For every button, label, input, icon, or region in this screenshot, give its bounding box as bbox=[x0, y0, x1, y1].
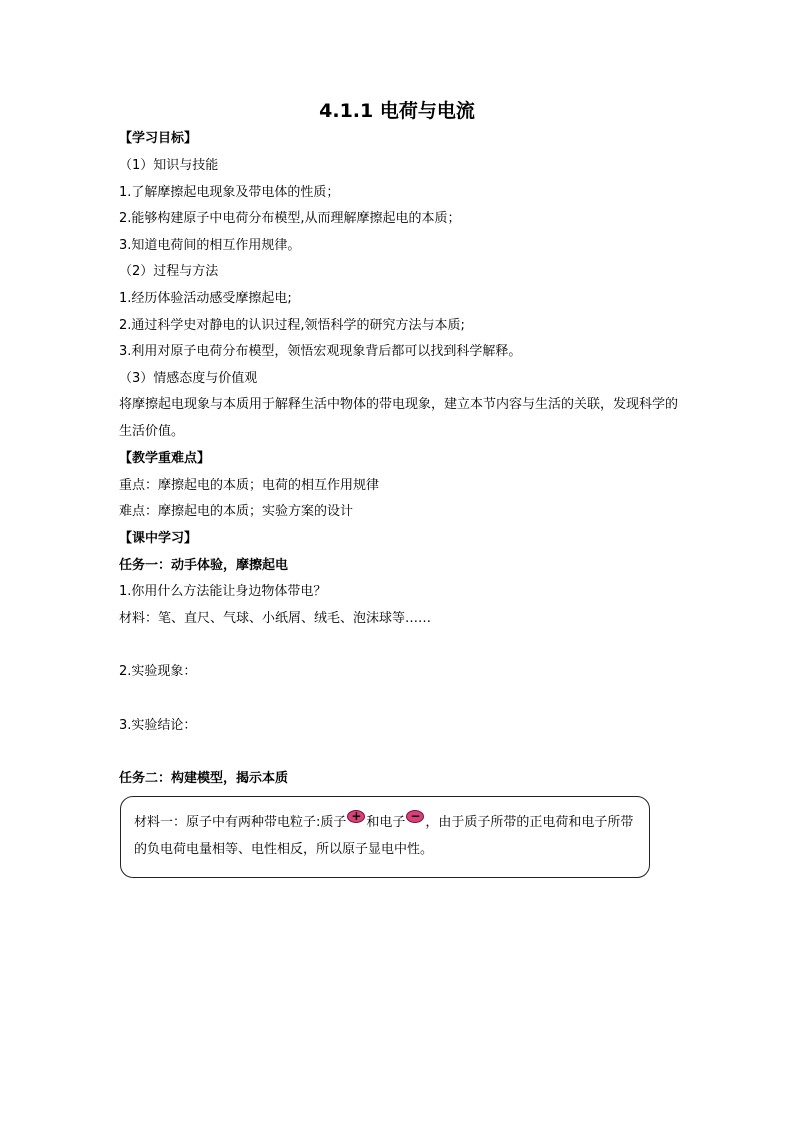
objective-emotion-paragraph: 将摩擦起电现象与本质用于解释生活中物体的带电现象，建立本节内容与生活的关联，发现科学的生活价值。 bbox=[119, 397, 679, 439]
key-point-text: 重点：摩擦起电的本质；电荷的相互作用规律 bbox=[119, 478, 380, 493]
proton-symbol: + bbox=[351, 809, 362, 823]
objective-process-3: 3.利用对原子电荷分布模型，领悟宏观现象背后都可以找到科学解释。 bbox=[119, 344, 522, 359]
difficult-point-text: 难点：摩擦起电的本质；实验方案的设计 bbox=[119, 504, 354, 519]
material-text-part1: 材料一：原子中有两种带电粒子:质子 bbox=[134, 815, 347, 830]
page-title: 4.1.1 电荷与电流 bbox=[319, 100, 475, 122]
proton-icon bbox=[347, 810, 365, 823]
material-box-text bbox=[134, 809, 639, 863]
objective-process-2: 2.通过科学史对静电的认识过程,领悟科学的研究方法与本质; bbox=[119, 318, 465, 333]
objective-process-1: 1.经历体验活动感受摩擦起电; bbox=[119, 291, 292, 306]
objective-knowledge-1: 1.了解摩擦起电现象及带电体的性质； bbox=[119, 185, 340, 200]
electron-symbol: − bbox=[410, 809, 421, 823]
electron-icon bbox=[406, 810, 424, 823]
key-points-heading: 【教学重难点】 bbox=[119, 451, 211, 466]
task1-title: 任务一：动手体验，摩擦起电 bbox=[119, 558, 289, 573]
task1-question-2: 2.实验现象： bbox=[119, 664, 197, 679]
task1-materials: 材料：笔、直尺、气球、小纸屑、绒毛、泡沫球等…… bbox=[119, 611, 432, 626]
objectives-heading: 【学习目标】 bbox=[119, 131, 198, 146]
objective-knowledge-2: 2.能够构建原子中电荷分布模型,从而理解摩擦起电的本质； bbox=[119, 211, 461, 226]
objectives-subheading-knowledge: （1）知识与技能 bbox=[119, 158, 219, 173]
objectives-subheading-emotion: （3）情感态度与价值观 bbox=[119, 371, 258, 386]
objective-knowledge-3: 3.知道电荷间的相互作用规律。 bbox=[119, 238, 301, 253]
material-text-part3: ，由于质子所带的正电荷和电子所带的负电荷电量相等、电性相反，所以原子显电中性。 bbox=[134, 815, 634, 857]
lesson-heading: 【课中学习】 bbox=[119, 531, 198, 546]
material-text-part2: 和电子 bbox=[366, 815, 406, 830]
task1-question-1: 1.你用什么方法能让身边物体带电？ bbox=[119, 584, 327, 599]
objectives-subheading-process: （2）过程与方法 bbox=[119, 264, 219, 279]
task2-title: 任务二：构建模型，揭示本质 bbox=[119, 771, 289, 786]
task1-question-3: 3.实验结论： bbox=[119, 718, 197, 733]
